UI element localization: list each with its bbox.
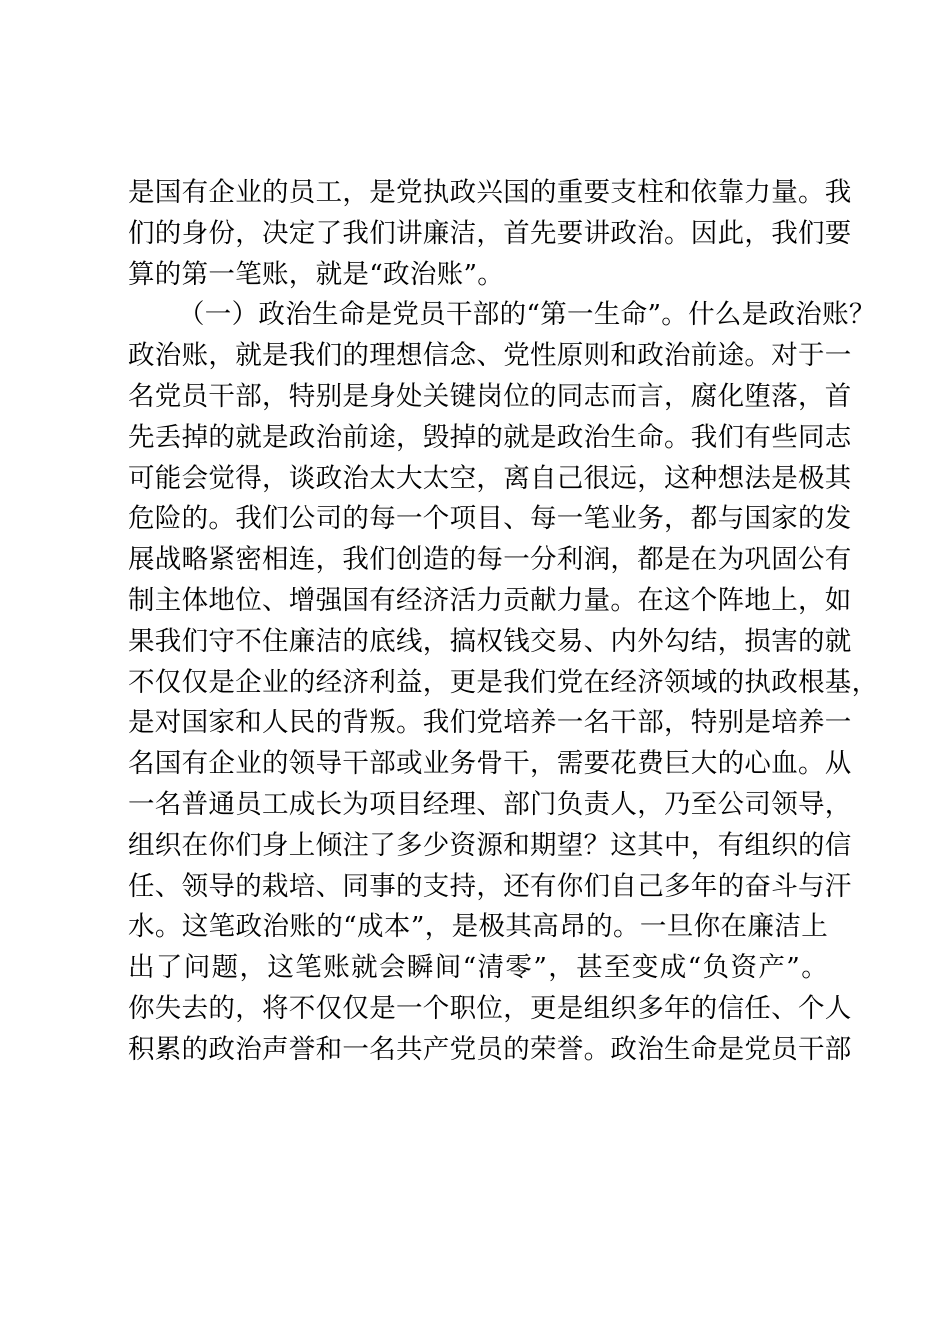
- text-line: 一名普通员工成长为项目经理、部门负责人，乃至公司领导，: [128, 788, 852, 820]
- text-line: 算的第一笔账，就是“政治账”。: [128, 258, 505, 290]
- text-line: 们的身份，决定了我们讲廉洁，首先要讲政治。因此，我们要: [128, 217, 852, 249]
- text-line: 任、领导的栽培、同事的支持，还有你们自己多年的奋斗与汗: [128, 870, 852, 902]
- text-line: 名党员干部，特别是身处关键岗位的同志而言，腐化堕落，首: [128, 380, 852, 412]
- text-line: 组织在你们身上倾注了多少资源和期望？这其中，有组织的信: [128, 829, 852, 861]
- body-text: [128, 173, 879, 1071]
- text-line: 果我们守不住廉洁的底线，搞权钱交易、内外勾结，损害的就: [128, 625, 852, 657]
- text-line: 可能会觉得，谈政治太大太空，离自己很远，这种想法是极其: [128, 462, 852, 494]
- text-line: 水。这笔政治账的“成本”，是极其高昂的。一旦你在廉洁上: [128, 911, 828, 943]
- text-line: 你失去的，将不仅仅是一个职位，更是组织多年的信任、个人: [128, 992, 852, 1024]
- text-line: 积累的政治声誉和一名共产党员的荣誉。政治生命是党员干部: [128, 1033, 852, 1065]
- text-line: 先丢掉的就是政治前途，毁掉的就是政治生命。我们有些同志: [128, 421, 852, 453]
- text-line: 是国有企业的员工，是党执政兴国的重要支柱和依靠力量。我: [128, 177, 852, 208]
- text-line: 政治账，就是我们的理想信念、党性原则和政治前途。对于一: [128, 340, 852, 372]
- text-line: 制主体地位、增强国有经济活力贡献力量。在这个阵地上，如: [128, 584, 852, 616]
- text-line: 危险的。我们公司的每一个项目、每一笔业务，都与国家的发: [128, 503, 852, 535]
- section-heading-line: （一）政治生命是党员干部的“第一生命”。什么是政治账？: [178, 299, 876, 331]
- text-line: 展战略紧密相连，我们创造的每一分利润，都是在为巩固公有: [128, 544, 852, 576]
- text-line: 不仅仅是企业的经济利益，更是我们党在经济领域的执政根基，: [128, 666, 879, 698]
- text-line: 出了问题，这笔账就会瞬间“清零”，甚至变成“负资产”。: [128, 952, 828, 984]
- text-line: 名国有企业的领导干部或业务骨干，需要花费巨大的心血。从: [128, 748, 852, 780]
- text-line: 是对国家和人民的背叛。我们党培养一名干部，特别是培养一: [128, 707, 852, 739]
